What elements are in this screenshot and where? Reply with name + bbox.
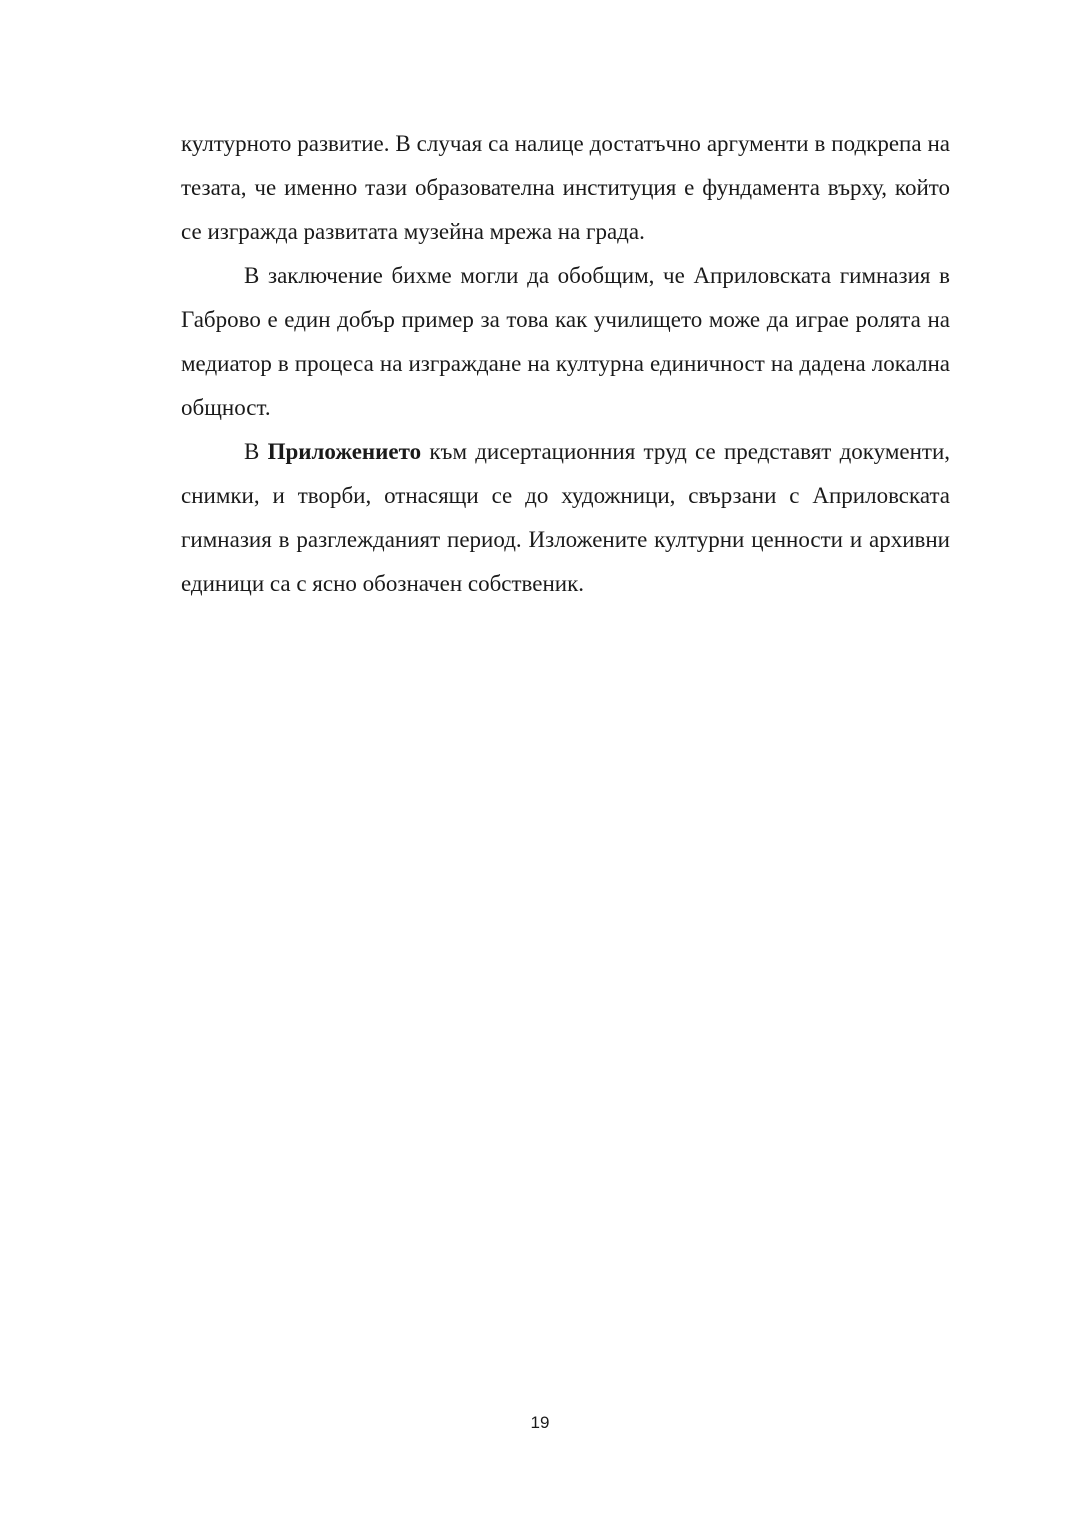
paragraph-3 xyxy=(181,430,950,606)
paragraph-1 xyxy=(181,122,950,254)
paragraph-2-text: В заключение бихме могли да обобщим, че Априловската гимназия в Габрово е един добър пример за това как училището може да играе ролята на медиатор в процеса на изграждане на културна единичност на дадена локална общност. xyxy=(181,263,950,420)
paragraph-2 xyxy=(181,254,950,430)
paragraph-3-prefix: В xyxy=(244,439,268,464)
paragraph-3-text: към дисертационния труд се представят документи, снимки, и творби, отнасящи се до художници, свързани с Априловската гимназия в разглежданият период. Изложените културни ценности и архивни единици са с ясно обозначен собственик. xyxy=(181,439,950,596)
appendix-term: Приложението xyxy=(267,439,422,464)
page-number: 19 xyxy=(530,1413,550,1432)
paragraph-1-text: културното развитие. В случая са налице достатъчно аргументи в подкрепа на тезата, че именно тази образователна институция е фундамента върху, който се изгражда развитата музейна мрежа на града. xyxy=(181,131,950,244)
body-text xyxy=(181,122,950,606)
